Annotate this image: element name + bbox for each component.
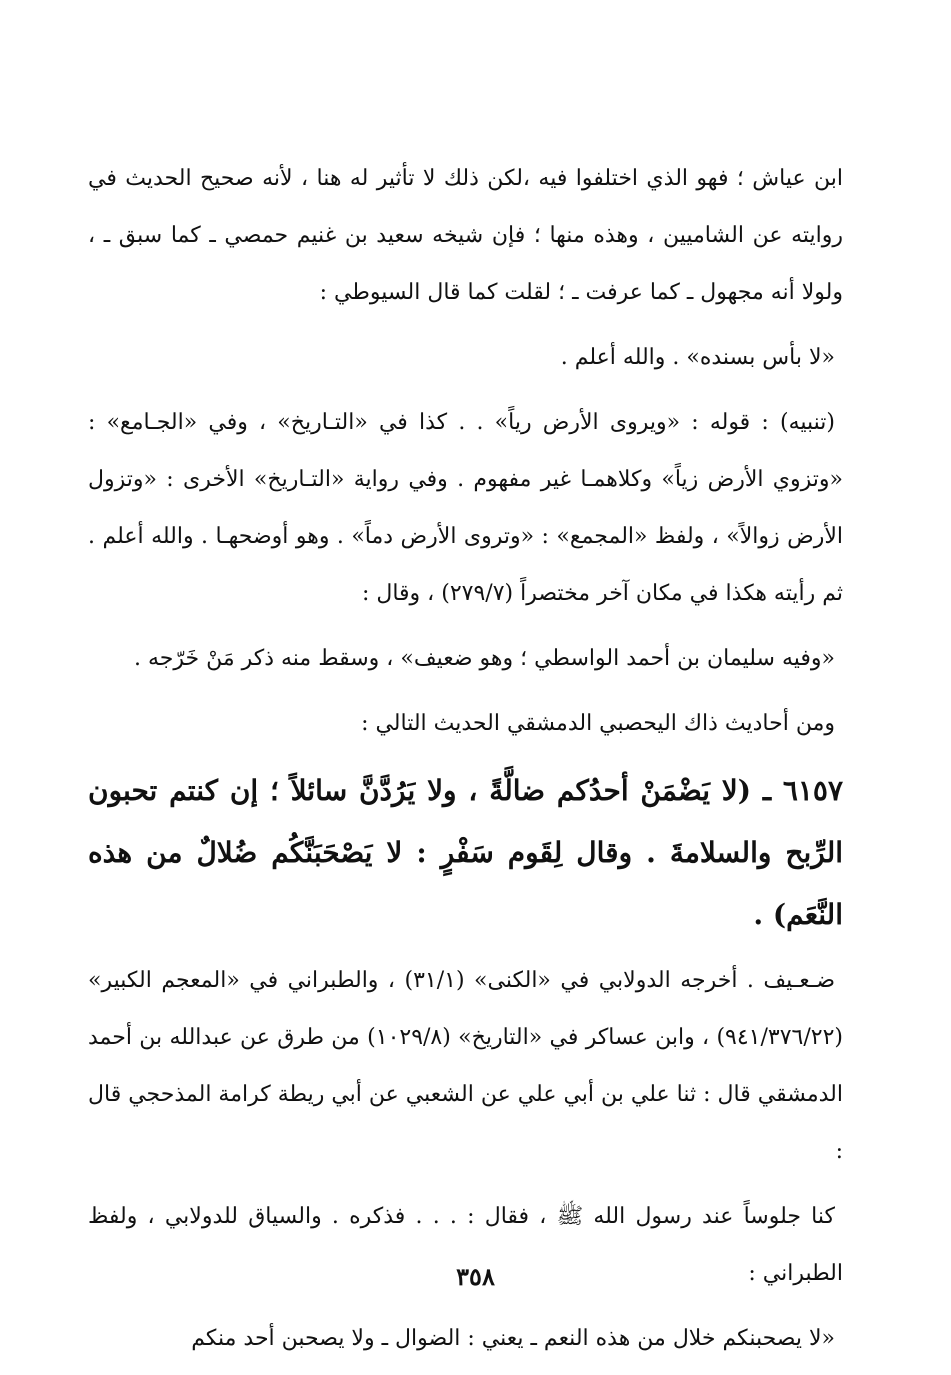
hadith-heading: ٦١٥٧ ـ (لا يَضْمَنْ أحدُكم ضالَّةً ، ولا يَرُدَّنَّ سائلاً ؛ إن كنتم تحبون الرِّبح والسلامةَ . وقال لِقَوم سَفْرٍ : لا يَصْحَبَنَّكُم ضُلالٌ من هذه النَّعَم) . <box>88 774 843 931</box>
paragraph-9: «لا يصحبنكم خلال من هذه النعم ـ يعني : الضوال ـ ولا يصحبن أحد منكم <box>191 1326 835 1351</box>
paragraph-3: (تنبيه) : قوله : «ويروى الأرض رياً» . . كذا في «التـاريخ» ، وفي «الجـامع» : «وتزوي الأرض زياً» وكلاهمـا غير مفهوم . وفي رواية «التـاريخ» الأخرى : «وتزول الأرض زوالاً» ، ولفظ «المجمع» : «وتروى الأرض دماً» . وهو أوضحهـا . والله أعلم . ثم رأيته هكذا في مكان آخر مختصراً (٢٧٩/٧) ، وقال : <box>88 410 843 606</box>
paragraph-5: ومن أحاديث ذاك اليحصبي الدمشقي الحديث التالي : <box>361 711 835 736</box>
paragraph-4: «وفيه سليمان بن أحمد الواسطي ؛ وهو ضعيف» ، وسقط منه ذكر مَنْ خَرّجه . <box>133 646 835 671</box>
page-number: ٣٥٨ <box>456 1262 495 1291</box>
paragraph-1: ابن عياش ؛ فهو الذي اختلفوا فيه ،لكن ذلك لا تأثير له هنا ، لأنه صحيح الحديث في روايته عن الشاميين ، وهذه منها ؛ فإن شيخه سعيد بن غنيم حمصي ـ كما سبق ـ ، ولولا أنه مجهول ـ كما عرفت ـ ؛ لقلت كما قال السيوطي : <box>88 166 843 305</box>
paragraph-7: ضـعـيف . أخرجه الدولابي في «الكنى» (٣١/١) ، والطبراني في «المعجم الكبير» (٩٤١/٣٧٦/٢٢) ، وابن عساكر في «التاريخ» (١٠٢٩/٨) من طرق عن عبدالله بن أحمد الدمشقي قال : ثنا علي بن أبي علي عن الشعبي عن أبي ريطة كرامة المذحجي قال : <box>88 968 843 1164</box>
page-body <box>88 150 843 1375</box>
paragraph-2: «لا بأس بسنده» . والله أعلم . <box>560 345 835 370</box>
paragraph-8: كنا جلوساً عند رسول الله ﷺ ، فقال : . . . فذكره . والسياق للدولابي ، ولفظ الطبراني : <box>88 1204 843 1286</box>
